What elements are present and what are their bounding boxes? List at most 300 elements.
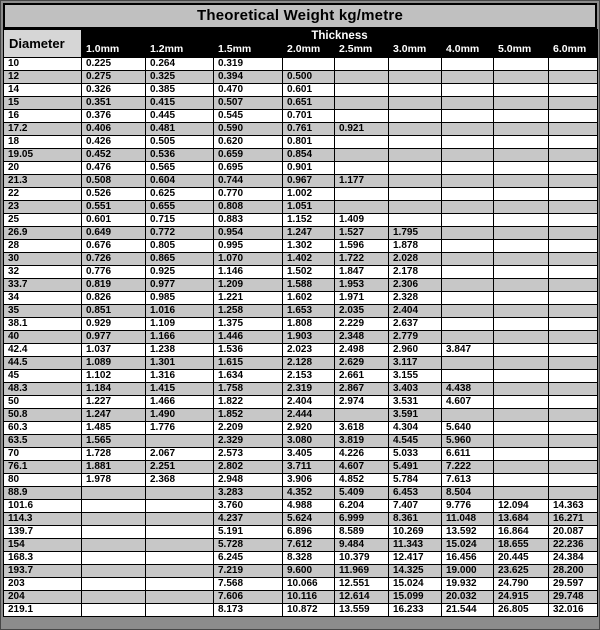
weight-value-cell [442,240,494,253]
weight-value-cell [549,474,598,487]
weight-value-cell [442,331,494,344]
weight-value-cell: 2.404 [389,305,442,318]
weight-value-cell: 4.607 [442,396,494,409]
weight-value-cell [494,214,549,227]
weight-value-cell: 1.102 [82,370,146,383]
weight-value-cell: 1.446 [214,331,283,344]
weight-value-cell: 0.505 [146,136,214,149]
weight-value-cell [442,149,494,162]
weight-value-cell [494,474,549,487]
weight-value-cell: 0.744 [214,175,283,188]
weight-value-cell: 1.878 [389,240,442,253]
weight-value-cell: 1.301 [146,357,214,370]
weight-value-cell: 1.051 [283,201,335,214]
table-row [4,591,598,604]
weight-value-cell [335,188,389,201]
weight-value-cell: 19.000 [442,565,494,578]
weight-value-cell [494,240,549,253]
weight-value-cell [494,305,549,318]
weight-value-cell: 3.819 [335,435,389,448]
weight-value-cell: 0.715 [146,214,214,227]
weight-value-cell: 1.847 [335,266,389,279]
diameter-cell: 22 [4,188,82,201]
diameter-cell: 23 [4,201,82,214]
weight-value-cell [389,84,442,97]
weight-value-cell: 24.384 [549,552,598,565]
weight-value-cell: 5.409 [335,487,389,500]
weight-value-cell: 23.625 [494,565,549,578]
weight-value-cell [494,201,549,214]
weight-value-cell [494,227,549,240]
weight-value-cell: 1.466 [146,396,214,409]
thickness-column-header: 1.5mm [214,43,283,58]
table-row [4,552,598,565]
weight-value-cell: 7.612 [283,539,335,552]
weight-value-cell: 0.967 [283,175,335,188]
thickness-column-header: 1.2mm [146,43,214,58]
weight-value-cell: 3.531 [389,396,442,409]
weight-value-cell [549,422,598,435]
weight-value-cell: 3.591 [389,409,442,422]
diameter-cell: 14 [4,84,82,97]
weight-value-cell [82,604,146,617]
weight-value-cell: 1.795 [389,227,442,240]
weight-value-cell: 5.960 [442,435,494,448]
weight-value-cell: 29.597 [549,578,598,591]
weight-value-cell [494,84,549,97]
weight-value-cell: 0.445 [146,110,214,123]
weight-value-cell [82,500,146,513]
weight-value-cell: 5.728 [214,539,283,552]
weight-value-cell [389,123,442,136]
weight-value-cell [389,110,442,123]
weight-value-cell: 12.417 [389,552,442,565]
weight-value-cell: 4.226 [335,448,389,461]
weight-value-cell: 1.209 [214,279,283,292]
weight-value-cell: 5.640 [442,422,494,435]
weight-value-cell: 0.264 [146,58,214,71]
weight-value-cell [494,110,549,123]
weight-value-cell [146,565,214,578]
weight-value-cell: 1.152 [283,214,335,227]
diameter-cell: 17.2 [4,123,82,136]
weight-value-cell [494,188,549,201]
weight-value-cell: 7.606 [214,591,283,604]
weight-value-cell [494,357,549,370]
weight-value-cell: 1.502 [283,266,335,279]
weight-value-cell: 0.954 [214,227,283,240]
table-row [4,149,598,162]
weight-value-cell [549,383,598,396]
weight-value-cell [146,500,214,513]
weight-value-cell [549,71,598,84]
diameter-cell: 70 [4,448,82,461]
diameter-cell: 10 [4,58,82,71]
weight-value-cell: 0.655 [146,201,214,214]
weight-value-cell: 0.326 [82,84,146,97]
weight-value-cell: 1.070 [214,253,283,266]
weight-value-cell [82,565,146,578]
weight-value-cell [494,136,549,149]
weight-value-cell [494,383,549,396]
weight-value-cell: 22.236 [549,539,598,552]
weight-value-cell: 9.600 [283,565,335,578]
table-row [4,162,598,175]
weight-value-cell: 2.948 [214,474,283,487]
weight-value-cell: 1.602 [283,292,335,305]
weight-value-cell: 0.805 [146,240,214,253]
weight-value-cell: 3.405 [283,448,335,461]
weight-value-cell: 0.376 [82,110,146,123]
weight-value-cell: 2.251 [146,461,214,474]
weight-value-cell [442,253,494,266]
diameter-cell: 28 [4,240,82,253]
thickness-column-header: 5.0mm [494,43,549,58]
weight-value-cell [549,136,598,149]
diameter-cell: 32 [4,266,82,279]
weight-value-cell [494,162,549,175]
table-row [4,409,598,422]
weight-value-cell: 4.352 [283,487,335,500]
diameter-cell: 44.5 [4,357,82,370]
table-row [4,461,598,474]
weight-value-cell: 1.109 [146,318,214,331]
weight-value-cell: 13.592 [442,526,494,539]
weight-value-cell [549,110,598,123]
weight-value-cell: 28.200 [549,565,598,578]
weight-value-cell: 0.625 [146,188,214,201]
diameter-cell: 26.9 [4,227,82,240]
weight-value-cell: 3.155 [389,370,442,383]
weight-value-cell [494,487,549,500]
weight-value-cell [549,266,598,279]
weight-value-cell: 7.222 [442,461,494,474]
weight-value-cell [82,539,146,552]
weight-value-cell [549,305,598,318]
weight-value-cell: 4.607 [335,461,389,474]
weight-value-cell: 1.722 [335,253,389,266]
weight-value-cell: 1.302 [283,240,335,253]
diameter-cell: 34 [4,292,82,305]
diameter-cell: 40 [4,331,82,344]
weight-value-cell: 3.080 [283,435,335,448]
weight-value-cell [442,97,494,110]
weight-value-cell: 18.655 [494,539,549,552]
weight-value-cell: 0.929 [82,318,146,331]
table-row [4,422,598,435]
diameter-cell: 139.7 [4,526,82,539]
weight-value-cell [389,149,442,162]
thickness-column-header: 1.0mm [82,43,146,58]
weight-value-cell: 12.614 [335,591,389,604]
weight-value-cell [442,175,494,188]
weight-value-cell [82,526,146,539]
weight-value-cell [549,370,598,383]
weight-value-cell [283,58,335,71]
weight-value-cell: 2.329 [214,435,283,448]
weight-value-cell: 16.271 [549,513,598,526]
diameter-cell: 50.8 [4,409,82,422]
diameter-cell: 193.7 [4,565,82,578]
weight-value-cell [442,227,494,240]
weight-value-cell: 0.883 [214,214,283,227]
weight-value-cell: 1.485 [82,422,146,435]
weight-value-cell: 0.854 [283,149,335,162]
weight-value-cell: 0.772 [146,227,214,240]
weight-value-cell: 12.094 [494,500,549,513]
weight-value-cell [442,357,494,370]
weight-value-cell: 6.896 [283,526,335,539]
weight-value-cell [494,422,549,435]
diameter-cell: 45 [4,370,82,383]
weight-value-cell: 2.319 [283,383,335,396]
weight-value-cell [335,149,389,162]
weight-value-cell: 15.099 [389,591,442,604]
weight-value-cell: 0.801 [283,136,335,149]
weight-value-cell [494,266,549,279]
weight-value-cell: 1.089 [82,357,146,370]
weight-value-cell: 0.385 [146,84,214,97]
weight-value-cell: 10.066 [283,578,335,591]
weight-value-cell: 3.711 [283,461,335,474]
weight-value-cell: 1.822 [214,396,283,409]
weight-value-cell [494,123,549,136]
weight-value-cell [549,214,598,227]
weight-value-cell [549,279,598,292]
weight-value-cell [442,214,494,227]
weight-value-cell [549,448,598,461]
weight-value-cell: 9.484 [335,539,389,552]
weight-value-cell [389,162,442,175]
weight-value-cell [335,162,389,175]
weight-value-cell [549,396,598,409]
table-row [4,305,598,318]
weight-value-cell: 29.748 [549,591,598,604]
weight-value-cell: 0.925 [146,266,214,279]
weight-value-cell [494,149,549,162]
weight-value-cell: 0.225 [82,58,146,71]
weight-value-cell [549,487,598,500]
weight-value-cell: 1.971 [335,292,389,305]
weight-value-cell: 2.229 [335,318,389,331]
weight-value-cell: 4.988 [283,500,335,513]
weight-value-cell: 13.684 [494,513,549,526]
weight-value-cell: 1.808 [283,318,335,331]
diameter-cell: 33.7 [4,279,82,292]
weight-value-cell: 1.238 [146,344,214,357]
weight-value-cell: 0.761 [283,123,335,136]
weight-value-cell: 11.048 [442,513,494,526]
table-row [4,175,598,188]
weight-value-cell: 7.219 [214,565,283,578]
weight-value-cell [549,188,598,201]
weight-value-cell: 3.618 [335,422,389,435]
weight-value-cell [389,136,442,149]
diameter-cell: 15 [4,97,82,110]
weight-value-cell: 1.978 [82,474,146,487]
table-row [4,97,598,110]
weight-value-cell [335,136,389,149]
weight-value-cell: 0.649 [82,227,146,240]
weight-value-cell [549,461,598,474]
weight-value-cell [442,136,494,149]
weight-value-cell [389,71,442,84]
weight-value-cell [494,279,549,292]
weight-value-cell: 10.116 [283,591,335,604]
weight-value-cell: 0.470 [214,84,283,97]
weight-value-cell: 1.565 [82,435,146,448]
table-row [4,266,598,279]
weight-value-cell [442,370,494,383]
weight-value-cell: 0.695 [214,162,283,175]
weight-value-cell [146,513,214,526]
weight-value-cell: 0.921 [335,123,389,136]
weight-value-cell: 1.016 [146,305,214,318]
weight-value-cell: 16.456 [442,552,494,565]
diameter-cell: 168.3 [4,552,82,565]
weight-value-cell [494,71,549,84]
weight-value-cell [494,318,549,331]
table-row [4,331,598,344]
table-row [4,214,598,227]
weight-value-cell [494,461,549,474]
weight-value-cell [389,188,442,201]
weight-value-cell [442,188,494,201]
table-row [4,123,598,136]
weight-value-cell: 32.016 [549,604,598,617]
weight-value-cell [549,409,598,422]
table-row [4,370,598,383]
diameter-cell: 114.3 [4,513,82,526]
weight-value-cell: 7.568 [214,578,283,591]
table-row [4,578,598,591]
weight-value-cell: 2.348 [335,331,389,344]
weight-value-cell [549,357,598,370]
diameter-cell: 16 [4,110,82,123]
weight-value-cell: 2.629 [335,357,389,370]
diameter-cell: 38.1 [4,318,82,331]
weight-value-cell [146,526,214,539]
weight-value-cell: 5.491 [389,461,442,474]
weight-value-cell: 6.611 [442,448,494,461]
weight-value-cell: 2.637 [389,318,442,331]
diameter-cell: 21.3 [4,175,82,188]
weight-value-cell [442,110,494,123]
weight-value-cell [335,97,389,110]
weight-value-cell [442,162,494,175]
weight-value-cell [146,604,214,617]
weight-value-cell: 15.024 [389,578,442,591]
weight-value-cell: 1.852 [214,409,283,422]
weight-value-cell [442,84,494,97]
weight-value-cell: 11.343 [389,539,442,552]
weight-value-cell [82,552,146,565]
weight-value-cell: 24.790 [494,578,549,591]
weight-value-cell [335,84,389,97]
weight-value-cell: 0.851 [82,305,146,318]
weight-value-cell [549,240,598,253]
weight-value-cell: 1.415 [146,383,214,396]
weight-value-cell [146,539,214,552]
weight-value-cell [389,214,442,227]
weight-value-cell [494,292,549,305]
weight-value-cell [146,487,214,500]
weight-value-cell: 3.906 [283,474,335,487]
weight-value-cell: 6.204 [335,500,389,513]
weight-value-cell: 0.319 [214,58,283,71]
diameter-cell: 76.1 [4,461,82,474]
weight-value-cell: 5.033 [389,448,442,461]
weight-value-cell: 3.847 [442,344,494,357]
weight-value-cell: 1.615 [214,357,283,370]
page-title: Theoretical Weight kg/metre [3,3,597,29]
weight-value-cell [494,435,549,448]
weight-value-cell: 1.227 [82,396,146,409]
weight-value-cell [389,175,442,188]
diameter-cell: 30 [4,253,82,266]
weight-value-cell [442,58,494,71]
weight-value-cell [82,578,146,591]
weight-value-cell: 3.760 [214,500,283,513]
weight-value-cell [549,227,598,240]
diameter-cell: 18 [4,136,82,149]
table-row [4,240,598,253]
weight-value-cell: 20.032 [442,591,494,604]
weight-value-cell: 1.002 [283,188,335,201]
weight-value-cell: 1.758 [214,383,283,396]
weight-value-cell: 1.596 [335,240,389,253]
weight-value-cell: 0.476 [82,162,146,175]
table-row [4,279,598,292]
weight-value-cell: 11.969 [335,565,389,578]
weight-value-cell: 1.409 [335,214,389,227]
weight-value-cell: 1.776 [146,422,214,435]
weight-value-cell: 1.728 [82,448,146,461]
weight-value-cell: 0.808 [214,201,283,214]
weight-value-cell: 1.953 [335,279,389,292]
weight-value-cell: 8.328 [283,552,335,565]
weight-value-cell [442,266,494,279]
weight-value-cell: 7.613 [442,474,494,487]
table-row [4,448,598,461]
weight-value-cell: 2.209 [214,422,283,435]
weight-value-cell: 1.146 [214,266,283,279]
weight-value-cell: 20.445 [494,552,549,565]
table-row [4,539,598,552]
weight-value-cell: 2.306 [389,279,442,292]
weight-value-cell [442,292,494,305]
weight-value-cell: 1.221 [214,292,283,305]
weight-value-cell: 0.508 [82,175,146,188]
table-row [4,227,598,240]
weight-value-cell: 8.504 [442,487,494,500]
weight-value-cell: 2.498 [335,344,389,357]
table-row [4,500,598,513]
weight-value-cell: 1.037 [82,344,146,357]
table-row [4,604,598,617]
weight-value-cell [389,201,442,214]
weight-value-cell: 7.407 [389,500,442,513]
weight-value-cell: 2.128 [283,357,335,370]
table-row [4,110,598,123]
table-row [4,435,598,448]
table-header [4,30,598,58]
weight-value-cell: 0.604 [146,175,214,188]
diameter-cell: 12 [4,71,82,84]
weight-value-cell: 0.551 [82,201,146,214]
table-row [4,487,598,500]
weight-value-cell: 10.872 [283,604,335,617]
